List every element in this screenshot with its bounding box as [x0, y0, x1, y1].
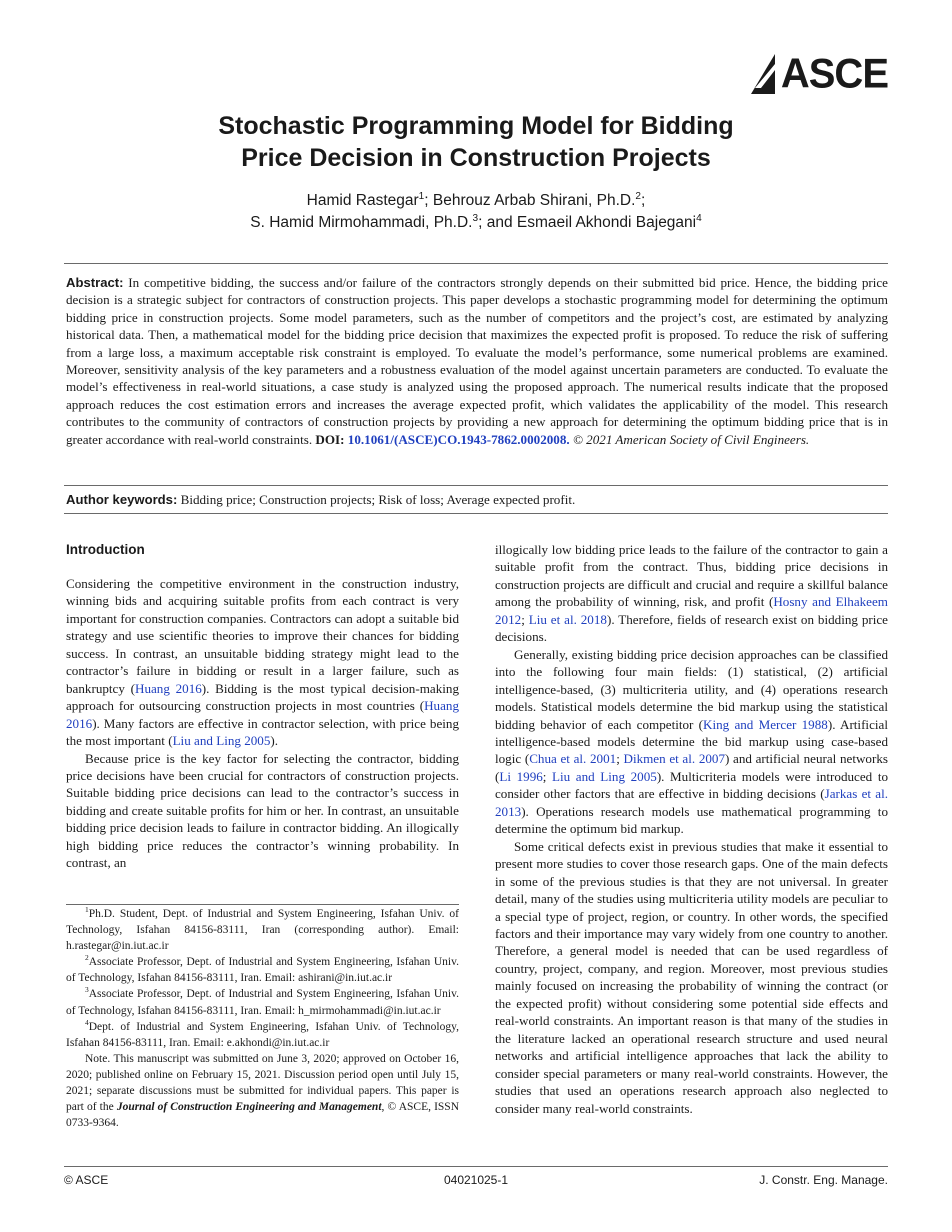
footnote-2 — [66, 954, 459, 986]
copyright-text: © 2021 American Society of Civil Engineers. — [572, 431, 810, 447]
footnote-1 — [66, 906, 459, 954]
author-4-affil: 4 — [696, 212, 702, 224]
author-list — [0, 190, 952, 234]
footnote-text: Associate Professor, Dept. of Industrial and System Engineering, Isfahan Univ. of Technology, Isfahan 84156-83111, Iran. Email: ashirani@in.iut.ac.ir — [66, 956, 459, 985]
author-1-affil: 1 — [418, 190, 425, 202]
author-2-affil: 2 — [635, 190, 641, 202]
text-run: ) and artificial neural networks ( — [495, 751, 888, 784]
author-2: Behrouz Arbab Shirani, Ph.D. — [432, 192, 636, 209]
text-run: Considering the competitive environment in the construction industry, winning bids and acquiring suitable profits from each contract is very important for construction companies. Contractors can adopt a suitable bid strategy and use scientific theories to improve their chances for bidding success. In contrast, an unsuitable bidding strategy might lead to the contractor’s failure in bidding or result in a larger failure, such as bankruptcy ( — [66, 576, 459, 696]
text-run: ). Multicriteria models were introduced to consider other factors that are effective in bidding decisions ( — [495, 768, 888, 802]
footnote-marker: 4 — [85, 1017, 89, 1027]
paper-title — [0, 110, 952, 174]
footnotes — [66, 906, 459, 1131]
footnote-marker: 3 — [85, 985, 89, 995]
text-run: Generally, existing bidding price decision approaches can be classified into the following four main fields: (1) statistical, (2) artificial intelligence-based, (3) multicriteria utility, and (4) operations research models. Statistical models determine the bid markup using the statistical bidding behavior of each competitor ( — [495, 646, 888, 732]
footer-rule — [64, 1166, 888, 1167]
footnote-rule — [66, 904, 459, 905]
author-line-2 — [0, 212, 952, 234]
footnote-text: Dept. of Industrial and System Engineering, Isfahan Univ. of Technology, Isfahan 84156-83111, Iran. Email: e.akhondi@in.iut.ac.ir — [66, 1020, 459, 1049]
title-line-1: Stochastic Programming Model for Bidding — [218, 112, 734, 140]
footnote-text: Associate Professor, Dept. of Industrial and System Engineering, Isfahan Univ. of Technology, Isfahan 84156-83111, Iran. Email: h_mirmohammadi@in.iut.ac.ir — [66, 988, 459, 1017]
text-run: ). — [270, 733, 279, 749]
author-1: Hamid Rastegar — [306, 192, 419, 209]
doi-link[interactable]: 10.1061/(ASCE)CO.1943-7862.0002008. — [347, 431, 570, 447]
abstract-label: Abstract: — [66, 275, 124, 290]
author-3: S. Hamid Mirmohammadi, Ph.D. — [250, 214, 473, 231]
intro-paragraph-2: Because price is the key factor for selecting the contractor, bidding price decisions have been crucial for contractors of construction projects. Suitable bidding price decisions can lead to the contractor’s success in bidding and create suitable profits for him or her. In contrast, an unsuitable bidding price decision leads to failure in contractor bidding. An illogically high bidding price reduces the contractor’s winning probability. In contrast, an — [66, 750, 459, 871]
asce-logo — [751, 52, 888, 96]
text-run: illogically low bidding price leads to the failure of the contractor to gain a suitable profit from the contract. Thus, bidding price decisions in construction projects are difficult and crucial and require a skillful balance among the probability of winning, risk, and profit ( — [495, 542, 888, 610]
footnote-text: Ph.D. Student, Dept. of Industrial and System Engineering, Isfahan Univ. of Technology, Isfahan 84156-83111, Iran (corresponding author). Email: h.rastegar@in.iut.ac.ir — [66, 908, 459, 953]
citation-link[interactable]: King and Mercer 1988 — [703, 716, 828, 732]
doi-label: DOI: — [315, 431, 345, 447]
intro-paragraph-5: Some critical defects exist in previous studies that make it essential to present more studies to cover those research gaps. One of the main defects in some of the previous studies is that they are not universal. In greater detail, many of the studies using multicriteria utility models are peculiar to a special type of project, region, or country. In other words, the specified factors and their importance may vary widely from one country to another. Therefore, a general model is needed that can be used regardless of country, project, company, and region. Moreover, most previous studies mainly focused on increasing the probability of winning the contract (or the expected profit) without considering some potential side effects and real-world constraints. An important reason is that many of the studies in the literature lacked an operational research structure and used neural networks and artificial intelligence approaches that lack the ability to consider special parameters or many real-world constraints. However, the studies that used an operations research approach also neglected to consider many real-world constraints. — [495, 838, 888, 1116]
intro-paragraph-1 — [66, 575, 459, 750]
author-keywords — [66, 491, 888, 508]
journal-name: Journal of Construction Engineering and Management — [116, 1101, 382, 1114]
citation-link[interactable]: Liu and Ling 2005 — [172, 733, 271, 749]
note-text: Note. This manuscript was submitted on June 3, 2020; approved on October 16, 2020; published online on February 15, 2021. Discussion period open until July 15, 2021; separate discussions must be submitted for individual papers. This paper is part of the — [66, 1052, 459, 1114]
abstract-top-rule — [64, 263, 888, 264]
author-separator: ; and — [478, 214, 517, 231]
keywords-bottom-rule — [64, 513, 888, 514]
citation-link[interactable]: Dikmen et al. 2007 — [623, 751, 726, 767]
citation-link[interactable]: Huang 2016 — [134, 680, 202, 696]
text-run: ). Therefore, fields of research exist on bidding price decisions. — [495, 611, 888, 645]
text-run: ). Artificial intelligence-based models determine the bid markup using case-based logic ( — [495, 716, 888, 767]
footnote-4 — [66, 1019, 459, 1051]
author-separator: ; — [641, 192, 646, 209]
note-text: , © ASCE, ISSN 0733-9364. — [66, 1101, 459, 1130]
citation-link[interactable]: Chua et al. 2001 — [529, 751, 617, 767]
author-3-affil: 3 — [472, 212, 479, 224]
logo-text: ASCE — [780, 50, 888, 98]
citation-link[interactable]: Jarkas et al. 2013 — [495, 786, 888, 819]
footer-journal: J. Constr. Eng. Manage. — [759, 1173, 888, 1187]
footnote-marker: 2 — [85, 953, 89, 963]
footnote-marker: 1 — [85, 905, 89, 915]
text-run: ; — [521, 611, 529, 627]
keywords-label: Author keywords: — [66, 492, 178, 507]
citation-link[interactable]: Liu and Ling 2005 — [552, 768, 657, 784]
author-line-1 — [0, 190, 952, 212]
abstract — [66, 274, 888, 448]
keywords-text: Bidding price; Construction projects; Risk of loss; Average expected profit. — [180, 492, 576, 507]
author-separator: ; — [424, 192, 433, 209]
intro-paragraph-3 — [495, 541, 888, 646]
right-column — [495, 541, 888, 1117]
text-run: ). Operations research models use mathematical programming to determine the optimum bid markup. — [495, 803, 888, 837]
footer-copyright: © ASCE — [64, 1173, 109, 1187]
left-column — [66, 541, 459, 872]
keywords-rule — [64, 485, 888, 486]
citation-link[interactable]: Hosny and Elhakeem 2012 — [495, 594, 888, 627]
citation-link[interactable]: Liu et al. 2018 — [528, 611, 607, 627]
footer-page-id: 04021025-1 — [443, 1173, 509, 1187]
intro-paragraph-4 — [495, 646, 888, 838]
citation-link[interactable]: Huang 2016 — [66, 698, 459, 731]
citation-link[interactable]: Li 1996 — [499, 768, 543, 784]
text-run: ; — [616, 751, 624, 767]
footnote-3 — [66, 986, 459, 1018]
page-footer — [64, 1173, 888, 1189]
text-run: ). Many factors are effective in contractor selection, with price being the most important ( — [66, 715, 459, 749]
manuscript-note — [66, 1051, 459, 1131]
asce-logo-icon — [751, 54, 775, 94]
text-run: ). Bidding is the most typical decision-making approach for outsourcing construction projects in most countries ( — [66, 680, 459, 714]
abstract-text: In competitive bidding, the success and/or failure of the contractors strongly depends on their submitted bid price. Hence, the bidding price decision is a strategic subject for contractors of construction projects. This paper develops a stochastic programming model for determining the optimum bidding price in construction projects. Some model parameters, such as the number of competitors and the project’s cost, are estimated by analyzing historical data. Then, a mathematical model for the bidding price decision that maximizes the expected profit is proposed. To reduce the risk of suffering from a large loss, a maximum acceptable risk constraint is employed. To evaluate the model’s performance, some numerical problems are examined. Moreover, sensitivity analysis of the key parameters and a robustness evaluation of the model against uncertain parameters are conducted. To evaluate the model’s effectiveness in real-world situations, a case study is analyzed using the proposed approach. The numerical results indicate that the proposed approach reduces the cost estimation errors and increases the average expected profit, which validates the applicability of the model. This research contributes to the community of contractors of construction projects by providing a new approach for determining the optimum bidding price that is in greater accordance with real-world constraints. — [66, 275, 888, 447]
section-heading-introduction: Introduction — [66, 542, 145, 557]
author-4: Esmaeil Akhondi Bajegani — [516, 214, 697, 231]
title-line-2: Price Decision in Construction Projects — [241, 144, 711, 172]
text-run: ; — [542, 768, 553, 784]
